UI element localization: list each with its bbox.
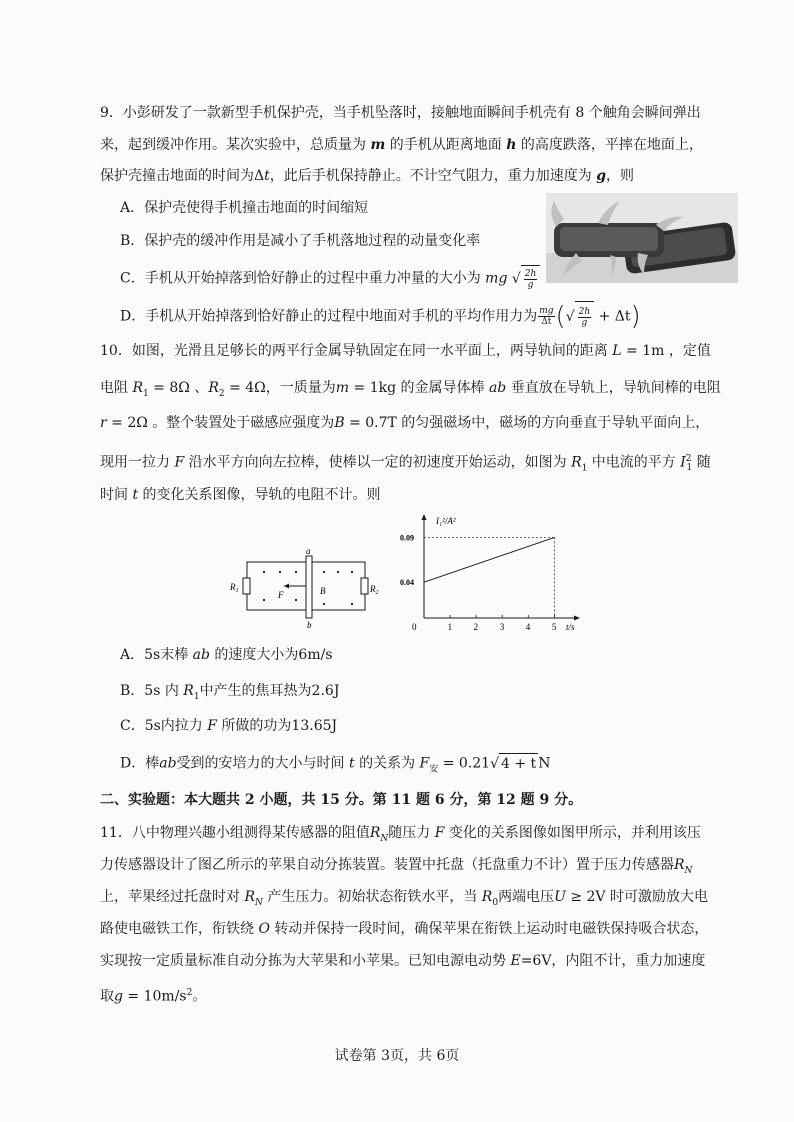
x-axis-arrow xyxy=(574,616,580,621)
x-axis-label: t/s xyxy=(566,622,575,632)
label-r2: $R_2$ xyxy=(370,584,379,596)
q10-line1: 10．如图，光滑且足够长的两平行金属导轨固定在同一水平面上，两导轨间的距离 L = 1m ，定值 xyxy=(100,343,711,359)
q10-line2: 电阻 $R_1 = 8\Omega$ 、$R_2 = 4\Omega$，一质量为m = 1kg 的金属导体棒 ab 垂直放在导轨上，导轨间棒的电阻 xyxy=(100,380,721,399)
data-line xyxy=(424,537,554,582)
q11-line1: 11．八中物理兴趣小组测得某传感器的阻值$R_N$随压力 F 变化的关系图像如图甲所示，并利用该压 xyxy=(100,825,701,844)
y-axis-arrow xyxy=(422,514,427,520)
q10-line5: 时间 t 的变化关系图像，导轨的电阻不计。则 xyxy=(100,487,381,503)
label-r1: $R_1$ xyxy=(230,582,239,594)
y-tick-label: 0.04 xyxy=(400,578,414,588)
label-a: a xyxy=(306,548,311,556)
label-b: b xyxy=(307,620,312,630)
q11-line2: 力传感器设计了图乙所示的苹果自动分拣装置。装置中托盘（托盘重力不计）置于压力传感器$R_N$ xyxy=(100,857,693,876)
sqrt-2h-over-g: √ $\frac{2h}{g}$ xyxy=(512,265,540,292)
x-tick-label: 2 xyxy=(473,622,479,632)
q11-line6: 取$g = 10m/s^2$。 xyxy=(100,988,207,1005)
y-axis-label: I₁²/A² xyxy=(436,516,456,526)
force-arrow xyxy=(284,584,289,589)
q9-option-a: A．保护壳使得手机撞击地面的时间缩短 xyxy=(120,200,369,216)
q10-line3: r = 2Ω 。整个装置处于磁感应强度为B = 0.7T 的匀强磁场中，磁场的方向垂直于导轨平面向上， xyxy=(100,415,710,431)
section-2-header: 二、实验题：本大题共 2 小题，共 15 分。第 11 题 6 分，第 12 题 9 分。 xyxy=(100,792,583,808)
y-tick-label: 0.09 xyxy=(400,533,414,543)
resistor-r1 xyxy=(243,578,250,594)
q11-line4: 路使电磁铁工作，衔铁绕 O 转动并保持一段时间，确保苹果在衔铁上运动时电磁铁保持吸合状态， xyxy=(100,921,709,937)
resistor-r2 xyxy=(361,578,368,594)
phone-case-photo xyxy=(546,193,738,283)
q11-line3: 上，苹果经过托盘时对 $R_N$ 产生压力。初始状态衔铁水平，当 $R_0$两端电压U ≥ 2V 时可激励放大电 xyxy=(100,889,708,908)
label-f: F xyxy=(278,590,284,600)
q10-option-a: A．5s末棒 ab 的速度大小为6m/s xyxy=(120,647,333,663)
x-tick-label: 4 xyxy=(525,622,531,632)
rail-circuit-diagram xyxy=(228,548,386,630)
q10-option-d: D．棒ab受到的安培力的大小与时间 t 的关系为 $F_安 = 0.21√$ 4 + t N xyxy=(120,753,550,779)
q10-line4: 现用一拉力 F 沿水平方向向左拉棒，使棒以一定的初速度开始运动，如图为 $R_1$ 中电流的平方 $I^2_1$ 随 xyxy=(100,454,711,474)
current-squared-vs-time-chart xyxy=(380,512,580,642)
q11-line5: 实现按一定质量标准自动分拣为大苹果和小苹果。已知电源电动势 E=6V，内阻不计，重力加速度 xyxy=(100,953,706,969)
label-b-field: B xyxy=(320,586,326,596)
q9-line2: 来，起到缓冲作用。某次实验中，总质量为 m 的手机从距离地面 h 的高度跌落，平摔在地面上， xyxy=(100,137,703,153)
q9-option-b: B．保护壳的缓冲作用是减小了手机落地过程的动量变化率 xyxy=(120,233,481,249)
x-tick-label: 5 xyxy=(551,622,557,632)
q9-option-d: D．手机从开始掉落到恰好静止的过程中地面对手机的平均作用力为 $\frac{mg}{\Delta t}$ (√ $\frac{2h}{g}$ + Δt) xyxy=(120,301,641,332)
page-footer: 试卷第 3页，共 6页 xyxy=(334,1048,460,1064)
origin-label: 0 xyxy=(412,622,417,632)
q9-option-c: C．手机从开始掉落到恰好静止的过程中重力冲量的大小为 mg √ $\frac{2h}{g}$ xyxy=(120,265,540,292)
q9-line3: 保护壳撞击地面的时间为Δt，此后手机保持静止。不计空气阻力，重力加速度为 g，则 xyxy=(100,168,635,184)
q9-line1: 9．小彭研发了一款新型手机保护壳，当手机坠落时，接触地面瞬间手机壳有 8 个触角会瞬间弹出 xyxy=(100,105,701,121)
x-tick-label: 3 xyxy=(499,622,505,632)
q10-option-b: B．5s 内 $R_1$中产生的焦耳热为2.6J xyxy=(120,683,340,702)
rod-ab xyxy=(306,556,312,618)
x-tick-label: 1 xyxy=(447,622,453,632)
q10-option-c: C．5s内拉力 F 所做的功为13.65J xyxy=(120,718,338,734)
